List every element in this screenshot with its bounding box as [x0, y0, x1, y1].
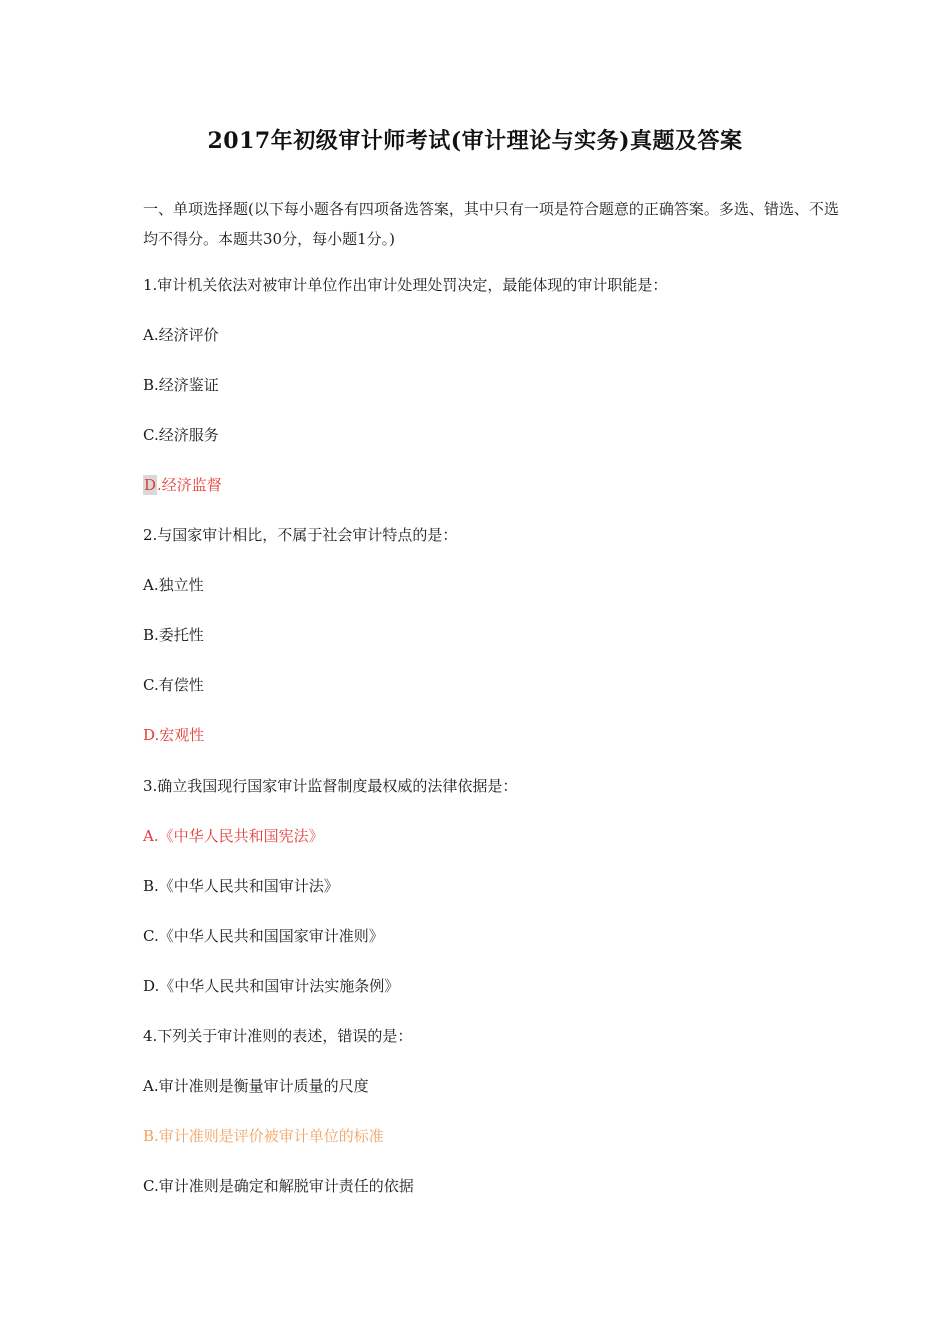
question-4-stem: 4.下列关于审计准则的表述，错误的是：: [143, 1027, 413, 1045]
question-1-stem: 1.审计机关依法对被审计单位作出审计处理处罚决定，最能体现的审计职能是：: [143, 276, 668, 294]
question-3-option-c: C.《中华人民共和国国家审计准则》: [143, 927, 384, 945]
question-4-option-b-answer: B.审计准则是评价被审计单位的标准: [143, 1127, 384, 1145]
question-1-option-c: C.经济服务: [143, 426, 219, 444]
question-1-option-d-answer: [143, 475, 222, 495]
question-4-option-c: C.审计准则是确定和解脱审计责任的依据: [143, 1177, 414, 1195]
question-3-option-a-answer: A.《中华人民共和国宪法》: [143, 827, 324, 845]
question-1-option-d-text: .经济监督: [157, 476, 222, 494]
question-3-option-d: D.《中华人民共和国审计法实施条例》: [143, 977, 400, 995]
question-4-option-a: A.审计准则是衡量审计质量的尺度: [143, 1077, 369, 1095]
question-2-option-a: A.独立性: [143, 576, 204, 594]
question-2-option-b: B.委托性: [143, 626, 204, 644]
question-3-stem: 3.确立我国现行国家审计监督制度最权威的法律依据是：: [143, 777, 518, 795]
text-cursor-highlight: D: [144, 476, 157, 494]
question-1-option-a: A.经济评价: [143, 326, 219, 344]
question-2-stem: 2.与国家审计相比，不属于社会审计特点的是：: [143, 526, 458, 544]
question-1-option-b: B.经济鉴证: [143, 376, 219, 394]
document-title: 2017年初级审计师考试(审计理论与实务)真题及答案: [207, 128, 743, 154]
question-2-option-c: C.有偿性: [143, 676, 204, 694]
question-3-option-b: B.《中华人民共和国审计法》: [143, 877, 339, 895]
section-intro: 一、单项选择题(以下每小题各有四项备选答案，其中只有一项是符合题意的正确答案。多选、错选、不选均不得分。本题共30分，每小题1分。): [143, 200, 839, 248]
question-2-option-d-answer: D.宏观性: [143, 726, 205, 744]
